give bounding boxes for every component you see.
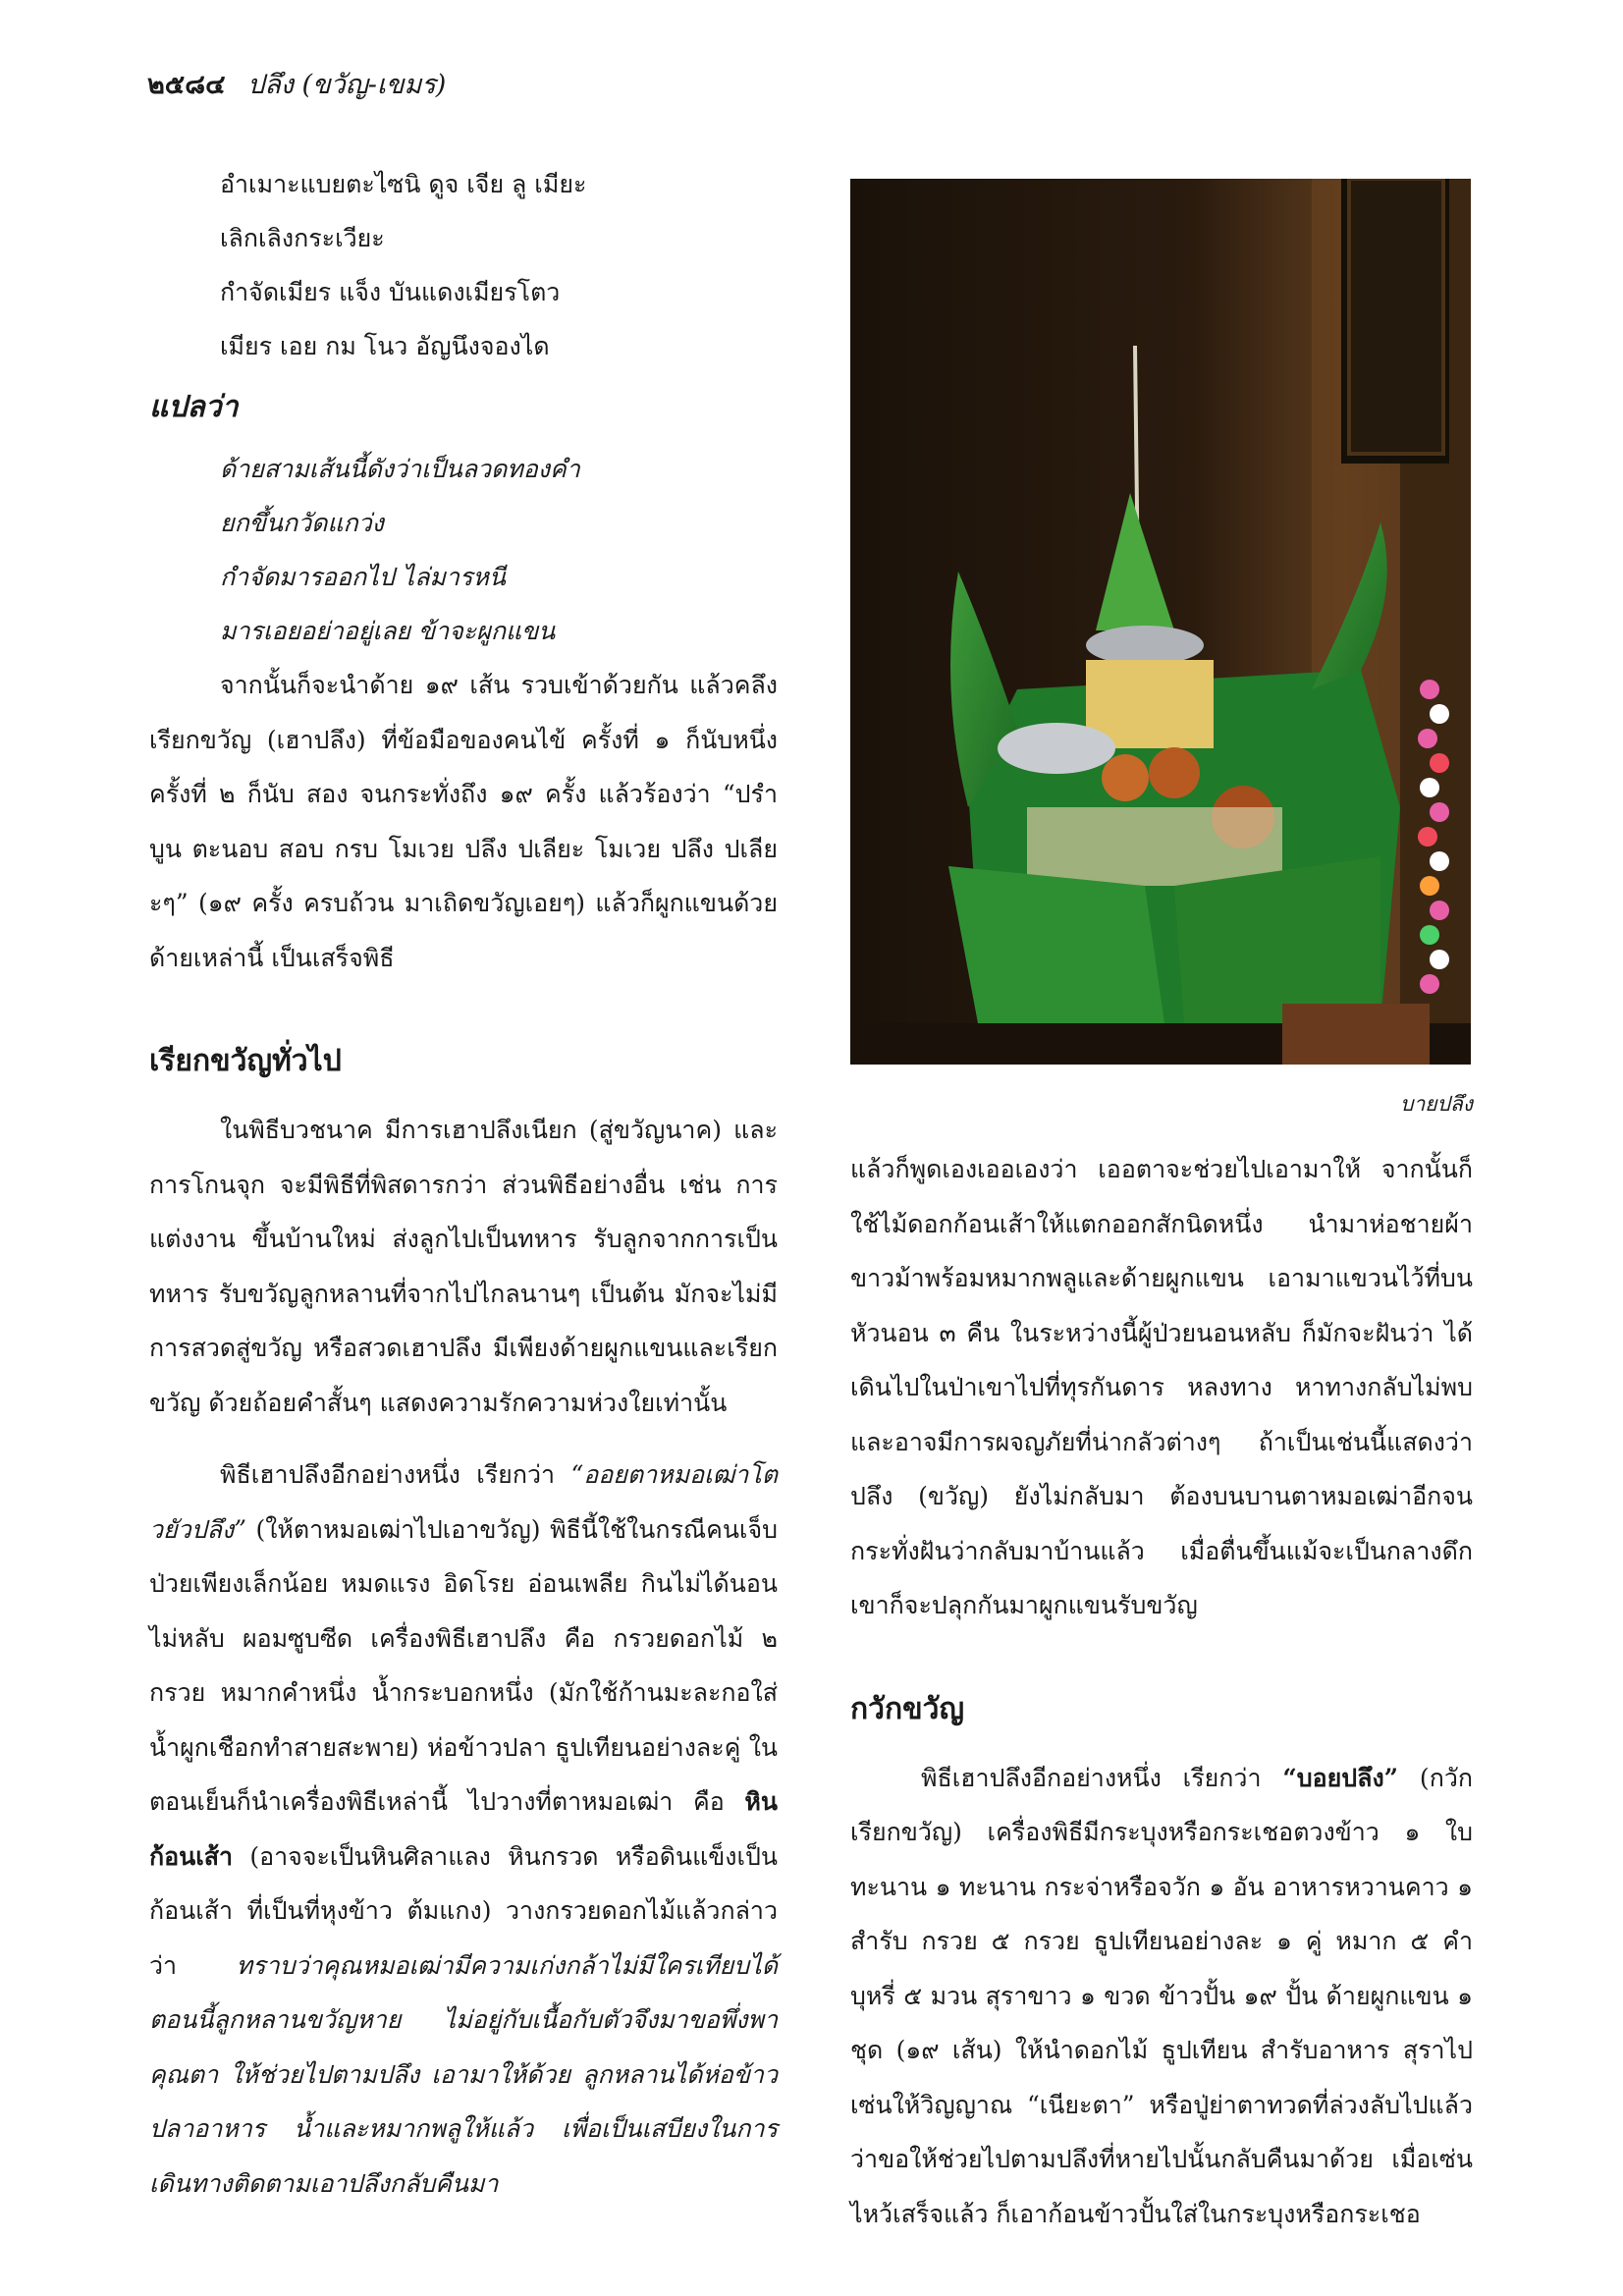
section-heading: กวักขวัญ [850,1691,965,1726]
verse-line: เมียร เอย กม โนว อัญนึงจองได [220,332,550,360]
right-column [850,1142,1473,2241]
paragraph: แล้วก็พูดเองเออเองว่า เออตาจะช่วยไปเอามาให้ จากนั้นก็ใช้ไม้ดอกก้อนเส้าให้แตกออกสักนิดหนึ่ง นำมาห่อชายผ้าขาวม้าพร้อมหมากพลูและด้ายผูกแขน เอามาแขวนไว้ที่บนหัวนอน ๓ คืน ในระหว่างนี้ผู้ป่วยนอนหลับ ก็มักจะฝันว่า ได้เดินไปในป่าเขาไปที่ทุรกันดาร หลงทาง หาทางกลับไม่พบ และอาจมีการผจญภัยที่น่ากลัวต่างๆ ถ้าเป็นเช่นนี้แสดงว่า ปลึง (ขวัญ) ยังไม่กลับมา ต้องบนบานตาหมอเฒ่าอีกจนกระทั่งฝันว่ากลับมาบ้านแล้ว เมื่อตื่นขึ้นแม้จะเป็นกลางดึก เขาก็จะปลุกกันมาผูกแขนรับขวัญ [850,1155,1473,1619]
paragraph: จากนั้นก็จะนำด้าย ๑๙ เส้น รวบเข้าด้วยกัน แล้วคลึงเรียกขวัญ (เฮาปลึง) ที่ข้อมือของคนไข้ ครั้งที่ ๑ ก็นับหนึ่ง ครั้งที่ ๒ ก็นับ สอง จนกระทั่งถึง ๑๙ ครั้ง แล้วร้องว่า “ปรำ บูน ตะนอบ สอบ กรบ โมเวย ปลึง ปเลียะ โมเวย ปลึง ปเลียะๆ” (๑๙ ครั้ง ครบถ้วน มาเถิดขวัญเอยๆ) แล้วก็ผูกแขนด้วยด้ายเหล่านี้ เป็นเสร็จพิธี [149,671,778,972]
verse-line: อำเมาะแบยตะไซนิ ดูจ เจีย ลู เมียะ [220,170,587,198]
paragraph: พิธีเฮาปลึงอีกอย่างหนึ่ง เรียกว่า “ออยตาหมอเฒ่าโตวยัวปลึง” (ให้ตาหมอเฒ่าไปเอาขวัญ) พิธีนี้ใช้ในกรณีคนเจ็บป่วยเพียงเล็กน้อย หมดแรง อิดโรย อ่อนเพลีย กินไม่ได้นอนไม่หลับ ผอมซูบซีด เครื่องพิธีเฮาปลึง คือ กรวยดอกไม้ ๒ กรวย หมากคำหนึ่ง น้ำกระบอกหนึ่ง (มักใช้ก้านมะละกอใส่น้ำผูกเชือกทำสายสะพาย) ห่อข้าวปลา ธูปเทียนอย่างละคู่ ในตอนเย็นก็นำเครื่องพิธีเหล่านี้ ไปวางที่ตาหมอเฒ่า คือ หินก้อนเส้า (อาจจะเป็นหินศิลาแลง หินกรวด หรือดินแข็งเป็นก้อนเส้า ที่เป็นที่หุงข้าว ต้มแกง) วางกรวยดอกไม้แล้วกล่าวว่า ทราบว่าคุณหมอเฒ่ามีความเก่งกล้าไม่มีใครเทียบได้ ตอนนี้ลูกหลานขวัญหาย ไม่อยู่กับเนื้อกับตัวจึงมาขอพึ่งพาคุณตา ให้ช่วยไปตามปลึง เอามาให้ด้วย ลูกหลานได้ห่อข้าวปลาอาหาร น้ำและหมากพลูให้แล้ว เพื่อเป็นเสบียงในการเดินทางติดตามเอาปลึงกลับคืนมา [149,1460,778,2198]
khmer-verse [220,157,778,373]
ritual-name: “ออยตาหมอเฒ่าโตวยัวปลึง” [149,1460,778,1544]
key-term: “บอยปลึง” [1282,1763,1399,1792]
running-title: ปลึง (ขวัญ-เขมร) [247,70,447,100]
running-header [147,63,446,105]
paragraph: ในพิธีบวชนาค มีการเฮาปลึงเนียก (สู่ขวัญนาค) และการโกนจุก จะมีพิธีที่พิสดารกว่า ส่วนพิธีอย่างอื่น เช่น การแต่งงาน ขึ้นบ้านใหม่ ส่งลูกไปเป็นทหาร รับลูกจากการเป็นทหาร รับขวัญลูกหลานที่จากไปไกลนานๆ เป็นต้น มักจะไม่มีการสวดสู่ขวัญ หรือสวดเฮาปลึง มีเพียงด้ายผูกแขนและเรียกขวัญ ด้วยถ้อยคำสั้นๆ แสดงความรักความห่วงใยเท่านั้น [149,1116,778,1417]
quoted-speech: ทราบว่าคุณหมอเฒ่ามีความเก่งกล้าไม่มีใครเทียบได้ ตอนนี้ลูกหลานขวัญหาย ไม่อยู่กับเนื้อกับตัวจึงมาขอพึ่งพาคุณตา ให้ช่วยไปตามปลึง เอามาให้ด้วย ลูกหลานได้ห่อข้าวปลาอาหาร น้ำและหมากพลูให้แล้ว เพื่อเป็นเสบียงในการเดินทางติดตามเอาปลึงกลับคืนมา [149,1950,778,2198]
verse-line: ด้ายสามเส้นนี้ดังว่าเป็นลวดทองคำ [220,455,580,483]
banana-leaf-offering-illustration [850,179,1471,1065]
verse-line: กำจัดมารออกไป ไล่มารหนี [220,563,506,591]
thai-verse [220,442,778,658]
left-column [149,157,778,2211]
verse-line: เลิกเลิงกระเวียะ [220,224,385,252]
figure-caption: บายปลึง [1400,1092,1473,1116]
page-number: ๒๕๘๔ [147,70,226,100]
key-term: หินก้อนเส้า [149,1787,778,1871]
verse-line: กำจัดเมียร แจ็ง บันแดงเมียรโตว [220,278,561,306]
verse-line: มารเอยอย่าอยู่เลย ข้าจะผูกแขน [220,617,556,645]
section-heading: เรียกขวัญทั่วไป [149,1044,342,1078]
translation-label: แปลว่า [149,390,239,424]
paragraph: พิธีเฮาปลึงอีกอย่างหนึ่ง เรียกว่า “บอยปลึง” (กวักเรียกขวัญ) เครื่องพิธีมีกระบุงหรือกระเชอตวงข้าว ๑ ใบ ทะนาน ๑ ทะนาน กระจ่าหรือจวัก ๑ อัน อาหารหวานคาว ๑ สำรับ กรวย ๕ กรวย ธูปเทียนอย่างละ ๑ คู่ หมาก ๕ คำ บุหรี่ ๕ มวน สุราขาว ๑ ขวด ข้าวปั้น ๑๙ ปั้น ด้ายผูกแขน ๑ ชุด (๑๙ เส้น) ให้นำดอกไม้ ธูปเทียน สำรับอาหาร สุราไปเซ่นให้วิญญาณ “เนียะตา” หรือปู่ย่าตาทวดที่ล่วงลับไปแล้ว ว่าขอให้ช่วยไปตามปลึงที่หายไปนั้นกลับคืนมาด้วย เมื่อเซ่นไหว้เสร็จแล้ว ก็เอาก้อนข้าวปั้นใส่ในกระบุงหรือกระเชอ [850,1763,1474,2228]
ritual-offering-photo [850,179,1471,1065]
verse-line: ยกขึ้นกวัดแกว่ง [220,509,384,537]
